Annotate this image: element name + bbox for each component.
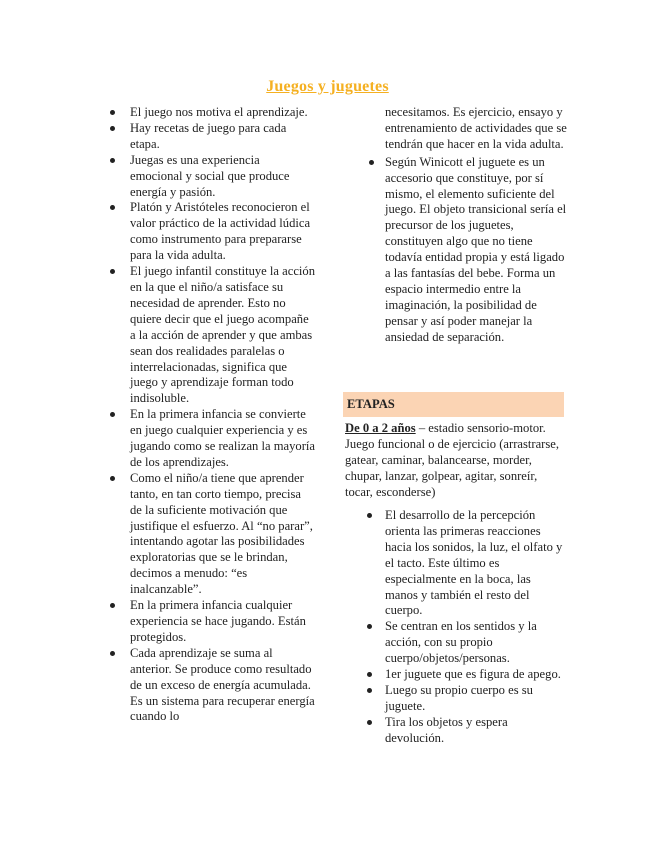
- list-item: Cada aprendizaje se suma al anterior. Se produce como resultado de un exceso de energía acumulada. Es un sistema para recuperar energía cuando lo: [110, 646, 315, 726]
- list-item: Se centran en los sentidos y la acción, con su propio cuerpo/objetos/personas.: [365, 619, 565, 667]
- list-item: Como el niño/a tiene que aprender tanto, en tan corto tiempo, precisa de la suficiente motivación que justifique el esfuerzo. Al “no parar”, intentando agotar las posibilidades exploratorias que se le brindan, decimos a menudo: “es inalcanzable”.: [110, 471, 315, 598]
- page-title: Juegos y juguetes: [266, 78, 389, 95]
- left-column: [110, 105, 315, 725]
- list-item: En la primera infancia cualquier experiencia se hace jugando. Están protegidos.: [110, 598, 315, 646]
- list-item: En la primera infancia se convierte en juego cualquier experiencia y es jugando como se realizan la mayoría de los aprendizajes.: [110, 407, 315, 471]
- list-item: Tira los objetos y espera devolución.: [365, 715, 565, 747]
- list-item: Platón y Aristóteles reconocieron el valor práctico de la actividad lúdica como instrumento para prepararse para la vida adulta.: [110, 200, 315, 264]
- right-bullet-list: [345, 105, 567, 346]
- stage-bullets: [365, 508, 565, 747]
- stage-intro-text: – estadio sensorio-motor. Juego funcional o de ejercicio (arrastrarse, gatear, caminar, balancearse, morder, chupar, lanzar, golpear, agitar, sonreír, tocar, esconderse): [345, 421, 559, 499]
- left-bullet-list: [110, 105, 315, 725]
- stage-intro: [345, 421, 563, 501]
- list-item-continuation: necesitamos. Es ejercicio, ensayo y entrenamiento de actividades que se tendrán que hacer en la vida adulta.: [385, 105, 567, 151]
- list-item: El juego infantil constituye la acción en la que el niño/a satisface su necesidad de aprender. Esto no quiere decir que el juego acompañe a la acción de aprender y que ambas sean dos realidades paralelas o interrelacionadas, significa que juego y aprendizaje forman todo indisoluble.: [110, 264, 315, 407]
- stage-bullet-list: [365, 508, 565, 747]
- section-heading-etapas: ETAPAS: [343, 392, 564, 417]
- stage-heading: De 0 a 2 años: [345, 421, 416, 435]
- right-column: [345, 105, 567, 346]
- list-item: Juegas es una experiencia emocional y social que produce energía y pasión.: [110, 153, 315, 201]
- list-item: El juego nos motiva el aprendizaje.: [110, 105, 315, 121]
- list-item: El desarrollo de la percepción orienta las primeras reacciones hacia los sonidos, la luz, el olfato y el tacto. Este último es especialmente en la boca, las manos y también el resto del cuerpo.: [365, 508, 565, 619]
- list-item: 1er juguete que es figura de apego.: [365, 667, 565, 683]
- list-item: Según Winicott el juguete es un accesorio que constituye, por sí mismo, el elemento suficiente del juego. El objeto transicional sería el precursor de los juguetes, constituyen algo que no tiene todavía entidad propia y está ligado a las fantasías del bebe. Forma un espacio intermedio entre la imaginación, la posibilidad de pensar y así poder manejar la ansiedad de separación.: [345, 155, 567, 346]
- list-item: Hay recetas de juego para cada etapa.: [110, 121, 315, 153]
- list-item: Luego su propio cuerpo es su juguete.: [365, 683, 565, 715]
